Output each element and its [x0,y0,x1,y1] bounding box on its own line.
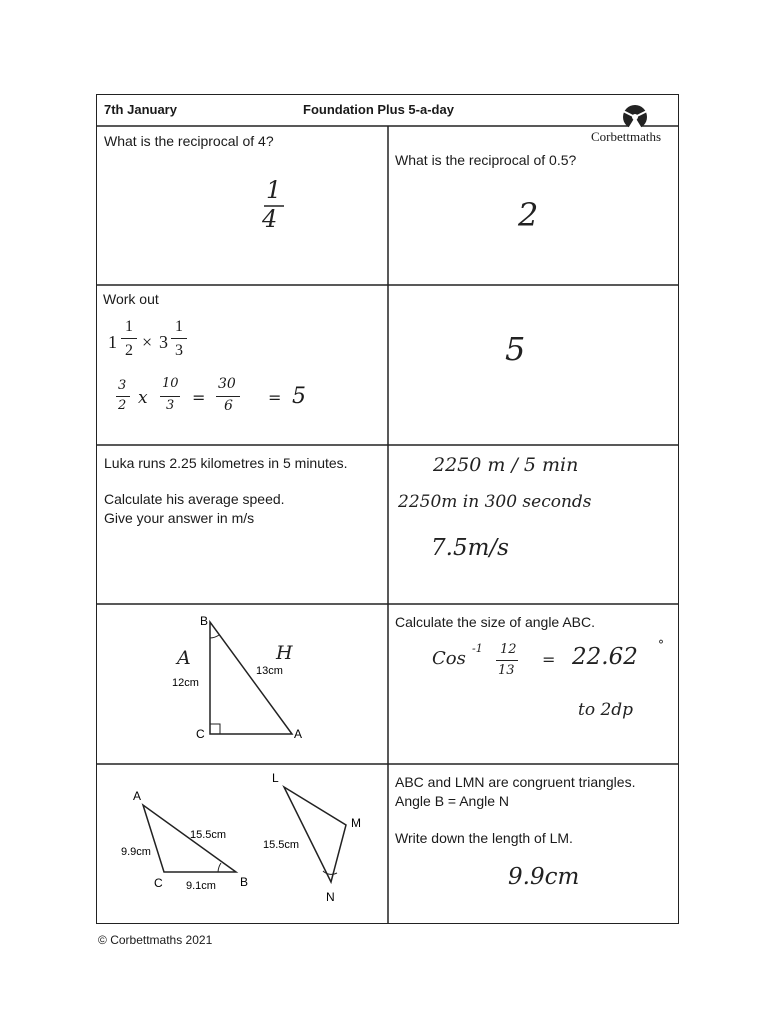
q6-t2-label-m: M [351,816,361,830]
q6-t2-label-l: L [272,771,279,785]
q3-work-eq2: = [268,388,282,407]
q3-work-op: x [138,388,148,408]
q5-work-bar [496,660,518,661]
brand-name: Corbettmaths [591,129,662,144]
q5-label-b: B [200,614,209,628]
q6-t1-label-c: C [154,876,163,890]
q5-work-num: 12 [500,642,517,657]
q3-expression [104,316,194,370]
q2-answer: 2 [518,196,539,234]
q2-question: What is the reciprocal of 0.5? [395,152,577,168]
q5-hand-hypotenuse: H [276,642,293,664]
q6-t1-label-b: B [240,875,249,889]
q3-bar-1 [121,338,137,339]
q4-work-line-3: 7.5m/s [431,535,509,561]
q5-question: Calculate the size of angle ABC. [395,614,596,630]
q6-line-1: ABC and LMN are congruent triangles. [395,774,636,790]
q5-label-a: A [294,727,303,741]
q3-operator: × [142,332,153,352]
footer-text: Corbettmaths 2021 [110,933,213,947]
q3-den-2: 3 [175,342,183,359]
q5-side-ab: 13cm [256,665,283,677]
q4-line-1: Luka runs 2.25 kilometres in 5 minutes. [104,455,348,471]
q3-working [112,376,332,426]
q6-line-2: Angle B = Angle N [395,793,510,809]
q3-work-n2: 10 [162,376,179,391]
q6-t1-side-ab: 15.5cm [190,829,227,841]
q1-question: What is the reciprocal of 4? [104,133,274,149]
q5-right-triangle [160,608,320,748]
q3-work-n1: 3 [118,378,127,393]
q6-congruent-triangles [106,770,376,910]
q4-line-3: Give your answer in m/s [104,510,255,526]
q5-work-note: to 2dp [578,700,634,720]
q4-line-2: Calculate his average speed. [104,491,285,507]
header-title: Foundation Plus 5-a-day [303,102,454,117]
q3-work-d3: 6 [224,398,233,414]
q3-work-result: 5 [292,384,306,409]
q3-num-1: 1 [125,318,133,335]
q6-t1-side-cb: 9.1cm [186,880,216,892]
q3-bar-2 [171,338,187,339]
q6-t2-label-n: N [326,890,335,904]
q3-work-d1: 2 [118,398,127,413]
q3-work-bar3 [216,396,240,397]
q5-work-func: Cos [432,648,466,669]
q3-work-d2: 3 [166,398,175,413]
q5-work-inverse: -1 [472,642,483,655]
q1-answer-numerator: 1 [266,176,282,204]
header-date: 7th January [104,102,177,117]
q3-prompt: Work out [103,291,159,307]
q5-working [432,638,672,738]
q6-t2-side-ln: 15.5cm [263,839,300,851]
q4-work-line-2: 2250m in 300 seconds [398,492,592,512]
q5-work-eq: = [542,650,556,669]
q3-whole-1: 1 [108,332,117,352]
q1-answer-denominator: 4 [262,205,278,233]
q4-work-line-1: 2250 m / 5 min [433,454,579,476]
q3-whole-2: 3 [159,332,168,352]
q3-num-2: 1 [175,318,183,335]
q5-label-c: C [196,727,205,741]
q3-work-n3: 30 [218,376,236,392]
q5-work-result: 22.62 [572,644,638,670]
q6-t1-side-ac: 9.9cm [121,846,151,858]
q6-line-3: Write down the length of LM. [395,830,573,846]
q6-triangle-lmn [284,787,346,882]
q6-answer: 9.9cm [508,864,580,890]
q3-work-eq1: = [192,388,206,407]
corbettmaths-logo-icon [620,103,650,131]
q5-work-den: 13 [498,663,515,678]
q5-side-bc: 12cm [172,677,199,689]
q3-answer: 5 [505,330,526,368]
q5-hand-adjacent: A [177,647,191,669]
footer-copyright [98,931,212,949]
q5-work-degree: ° [658,638,664,652]
q6-t1-label-a: A [133,789,142,803]
q3-den-1: 2 [125,342,133,359]
copyright-icon: © [98,933,107,947]
q3-work-bar1 [116,396,130,397]
q3-work-bar2 [160,396,180,397]
